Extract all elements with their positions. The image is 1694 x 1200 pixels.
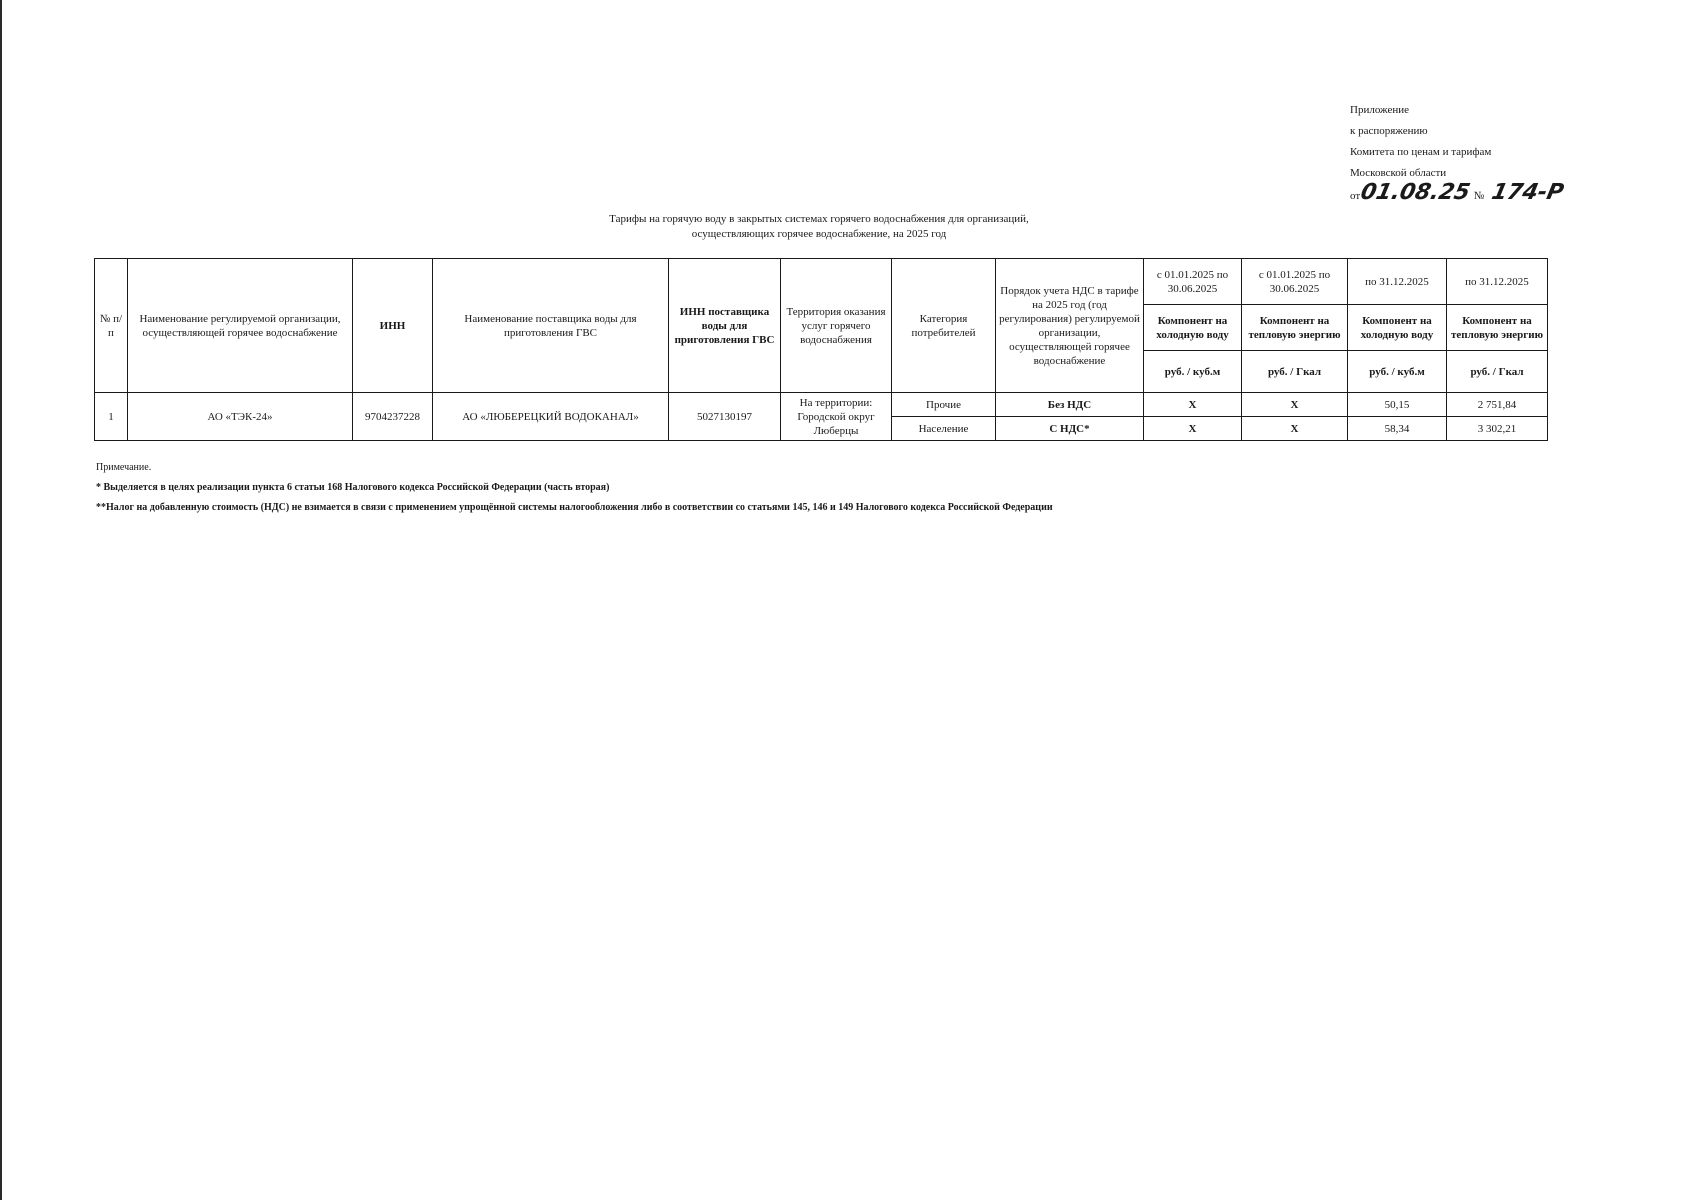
- from-prefix: от: [1350, 190, 1361, 202]
- notes-heading: Примечание.: [96, 462, 152, 473]
- header-inn: ИНН: [353, 259, 433, 393]
- header-org-name: Наименование регулируемой организации, осуществляющей горячее водоснабжение: [128, 259, 353, 393]
- header-component-heat-1: Компонент на тепловую энергию: [1242, 305, 1348, 351]
- header-period-3: по 31.12.2025: [1348, 259, 1447, 305]
- table-row: [95, 393, 1548, 417]
- header-vat-order: Порядок учета НДС в тарифе на 2025 год (год регулирования) регулируемой организации, осуществляющей горячее водоснабжение: [996, 259, 1144, 393]
- header-supplier-inn: ИНН поставщика воды для приготовления ГВС: [669, 259, 781, 393]
- number-sign: №: [1473, 190, 1485, 202]
- cell-inn: 9704237228: [353, 393, 433, 441]
- cell-num: 1: [95, 393, 128, 441]
- header-category: Категория потребителей: [892, 259, 996, 393]
- notes-block: [96, 458, 1053, 518]
- cell-heat-2: 3 302,21: [1447, 417, 1548, 441]
- header-unit-cold-2: руб. / куб.м: [1348, 351, 1447, 393]
- cell-category: Население: [892, 417, 996, 441]
- cell-cold-2: 58,34: [1348, 417, 1447, 441]
- cell-org-name: АО «ТЭК-24»: [128, 393, 353, 441]
- cell-cold-1: Х: [1144, 393, 1242, 417]
- cell-supplier-name: АО «ЛЮБЕРЕЦКИЙ ВОДОКАНАЛ»: [433, 393, 669, 441]
- handwritten-number: 174-Р: [1489, 180, 1567, 205]
- header-unit-heat-2: руб. / Гкал: [1447, 351, 1548, 393]
- approval-line-order: к распоряжению: [1350, 125, 1428, 137]
- title-line-1: Тарифы на горячую воду в закрытых системах горячего водоснабжения для организаций,: [609, 213, 1029, 225]
- header-component-heat-2: Компонент на тепловую энергию: [1447, 305, 1548, 351]
- cell-heat-1: Х: [1242, 417, 1348, 441]
- header-period-2: с 01.01.2025 по 30.06.2025: [1242, 259, 1348, 305]
- approval-date-number: [1350, 180, 1567, 207]
- cell-supplier-inn: 5027130197: [669, 393, 781, 441]
- header-unit-cold-1: руб. / куб.м: [1144, 351, 1242, 393]
- cell-cold-2: 50,15: [1348, 393, 1447, 417]
- header-period-4: по 31.12.2025: [1447, 259, 1548, 305]
- cell-heat-2: 2 751,84: [1447, 393, 1548, 417]
- approval-line-region: Московской области: [1350, 167, 1447, 179]
- cell-vat: Без НДС: [996, 393, 1144, 417]
- header-component-cold-1: Компонент на холодную воду: [1144, 305, 1242, 351]
- approval-line-appendix: Приложение: [1350, 104, 1410, 116]
- header-period-1: с 01.01.2025 по 30.06.2025: [1144, 259, 1242, 305]
- header-unit-heat-1: руб. / Гкал: [1242, 351, 1348, 393]
- note-2: **Налог на добавленную стоимость (НДС) не взимается в связи с применением упрощённой системы налогообложения либо в соответствии со статьями 145, 146 и 149 Налогового кодекса Российской Федерации: [96, 502, 1053, 513]
- header-supplier-name: Наименование поставщика воды для приготовления ГВС: [433, 259, 669, 393]
- header-row-periods: [95, 259, 1548, 305]
- title-line-2: осуществляющих горячее водоснабжение, на 2025 год: [691, 228, 947, 240]
- header-component-cold-2: Компонент на холодную воду: [1348, 305, 1447, 351]
- tariffs-table: [94, 258, 1548, 441]
- cell-vat: С НДС*: [996, 417, 1144, 441]
- cell-territory: На территории: Городской округ Люберцы: [781, 393, 892, 441]
- note-1: * Выделяется в целях реализации пункта 6 статьи 168 Налогового кодекса Российской Федерации (часть вторая): [96, 482, 610, 493]
- scan-left-edge: [0, 0, 2, 1200]
- header-territory: Территория оказания услуг горячего водоснабжения: [781, 259, 892, 393]
- approval-block: [1350, 100, 1567, 207]
- header-num: № п/п: [95, 259, 128, 393]
- handwritten-date: 01.08.25: [1358, 180, 1473, 205]
- cell-cold-1: Х: [1144, 417, 1242, 441]
- cell-heat-1: Х: [1242, 393, 1348, 417]
- cell-category: Прочие: [892, 393, 996, 417]
- approval-line-committee: Комитета по ценам и тарифам: [1350, 146, 1492, 158]
- document-title: [94, 212, 1544, 242]
